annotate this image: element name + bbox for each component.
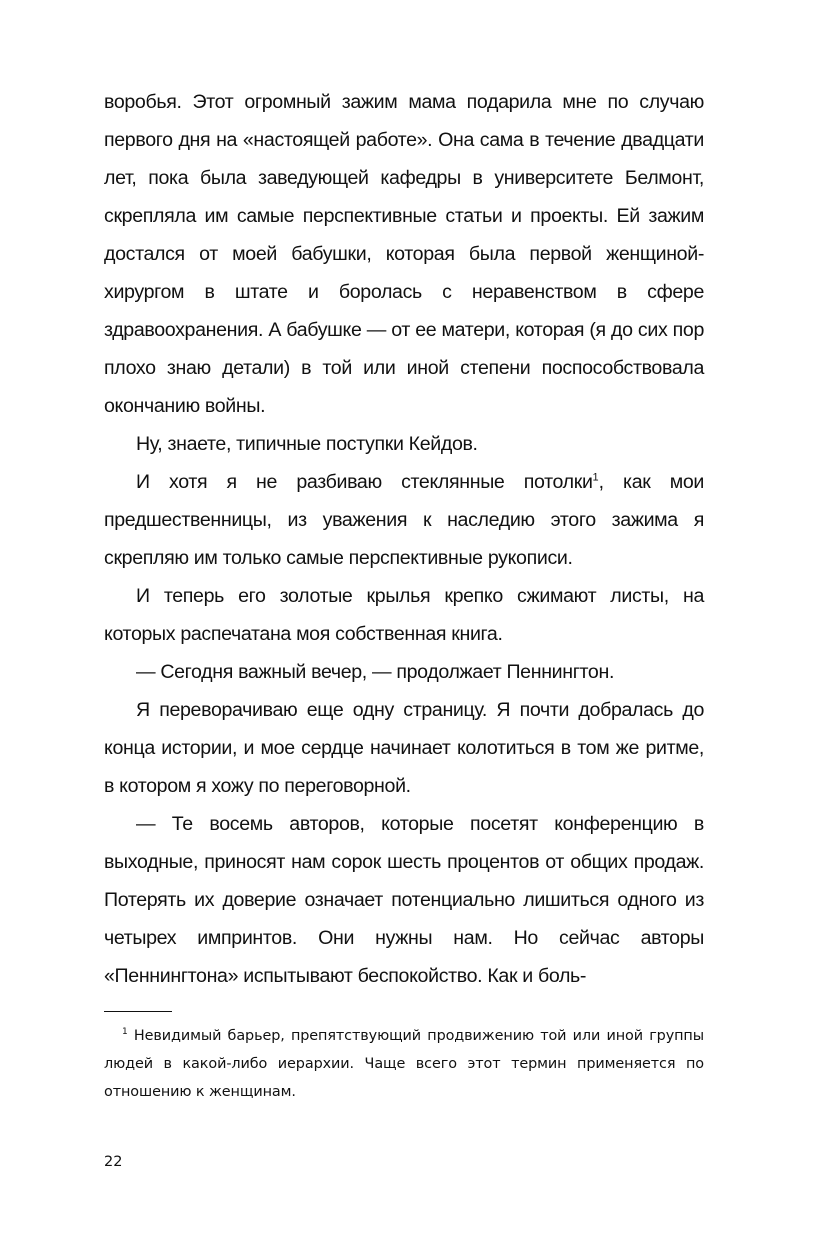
footnote-divider xyxy=(104,1011,172,1012)
footnote-marker: 1 xyxy=(122,1027,128,1038)
paragraph-text-part: И хотя я не разбиваю стеклянные потолки xyxy=(136,471,593,493)
paragraph-with-footnote xyxy=(104,463,704,577)
footnote-text: Невидимый барьер, препятствующий продвижению той или иной группы людей в какой-либо иерархии. Чаще всего этот термин применяется по отношению к женщинам. xyxy=(104,1028,704,1100)
footnote xyxy=(104,1022,704,1106)
paragraph-text-part: , как мои предшественницы, из уважения к наследию этого зажима я скрепляю им только самые перспективные рукописи. xyxy=(104,471,704,569)
footnote-reference: 1 xyxy=(592,471,599,484)
paragraph: И теперь его золотые крылья крепко сжимают листы, на которых распечатана моя собственная книга. xyxy=(104,585,704,645)
dialogue-line: — Те восемь авторов, которые посетят конференцию в выходные, приносят нам сорок шесть процентов от общих продаж. Потерять их доверие означает потенциально лишиться одного из четырех импринтов. Они нужны нам. Но сейчас авторы «Пеннингтона» испытывают беспокойство. Как и боль- xyxy=(104,813,704,987)
paragraph: Я переворачиваю еще одну страницу. Я почти добралась до конца истории, и мое сердце начинает колотиться в том же ритме, в котором я хожу по переговорной. xyxy=(104,699,704,797)
main-text xyxy=(104,83,704,995)
paragraph-continuation: воробья. Этот огромный зажим мама подарила мне по случаю первого дня на «настоящей работе». Она сама в течение двадцати лет, пока была заведующей кафедры в университете Белмонт, скрепляла им самые перспективные статьи и проекты. Ей зажим достался от моей бабушки, которая была первой женщиной-хирургом в штате и боролась с неравенством в сфере здравоохранения. А бабушке — от ее матери, которая (я до сих пор плохо знаю детали) в той или иной степени поспособствовала окончанию войны. xyxy=(104,91,704,417)
page-number: 22 xyxy=(104,1154,123,1170)
dialogue-line: — Сегодня важный вечер, — продолжает Пеннингтон. xyxy=(136,661,615,683)
paragraph: Ну, знаете, типичные поступки Кейдов. xyxy=(136,433,478,455)
